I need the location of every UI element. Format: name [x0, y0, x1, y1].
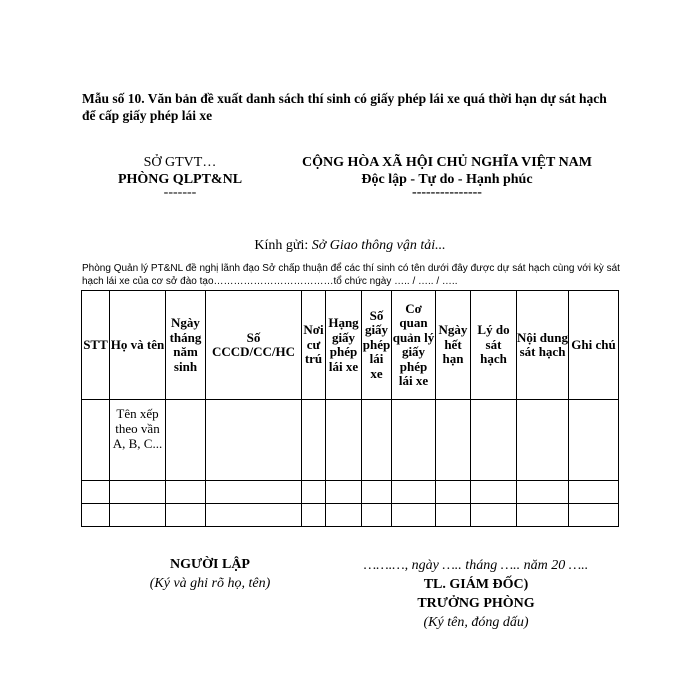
table-cell	[302, 504, 326, 527]
approver-signature-block	[345, 556, 607, 632]
table-row	[82, 400, 619, 481]
table-cell	[392, 481, 436, 504]
table-cell	[569, 504, 619, 527]
table-header-row	[82, 291, 619, 400]
national-motto: Độc lập - Tự do - Hạnh phúc	[361, 172, 533, 187]
agency-name: SỞ GTVT…	[143, 155, 217, 170]
table-cell	[392, 400, 436, 481]
table-cell	[517, 504, 569, 527]
table-row	[82, 504, 619, 527]
table-cell	[326, 481, 362, 504]
table-cell	[569, 481, 619, 504]
agency-header	[100, 154, 260, 198]
table-cell	[436, 400, 471, 481]
table-cell	[392, 504, 436, 527]
header-residence: Nơi cư trú	[302, 291, 326, 400]
header-expiry-date: Ngày hết hạn	[436, 291, 471, 400]
table-cell	[166, 400, 206, 481]
approver-role-secondary: TRƯỞNG PHÒNG	[417, 596, 535, 611]
table-cell	[166, 481, 206, 504]
table-cell	[471, 400, 517, 481]
header-license-number: Số giấy phép lái xe	[362, 291, 392, 400]
table-cell	[326, 504, 362, 527]
department-name: PHÒNG QLPT&NL	[117, 172, 243, 187]
table-cell	[436, 504, 471, 527]
table-cell	[302, 481, 326, 504]
table-cell	[82, 504, 110, 527]
header-full-name: Họ và tên	[110, 291, 166, 400]
national-header	[282, 154, 612, 198]
motto-rule: ---------------	[412, 185, 482, 200]
table-cell	[326, 400, 362, 481]
document-title: Mẫu số 10. Văn bản đề xuất danh sách thí sinh có giấy phép lái xe quá thời hạn dự sát hạch để cấp giấy phép lái xe	[82, 91, 607, 123]
table-cell	[110, 481, 166, 504]
greeting-line	[82, 238, 618, 254]
table-cell	[166, 504, 206, 527]
table-cell	[110, 504, 166, 527]
approver-note: (Ký tên, đóng dấu)	[423, 615, 529, 630]
table-cell	[82, 400, 110, 481]
header-license-class: Hạng giấy phép lái xe	[326, 291, 362, 400]
table-cell	[362, 400, 392, 481]
table-cell	[362, 504, 392, 527]
intro-paragraph: Phòng Quản lý PT&NL đề nghị lãnh đạo Sở chấp thuận để các thí sinh có tên dưới đây được dự sát hạch cùng với kỳ sát hạch lái xe của cơ sở đào tạo………………………………tổ chức ngày ….. / ….. / …..	[82, 263, 620, 287]
table-cell	[436, 481, 471, 504]
sample-name-cell: Tên xếp theo vần A, B, C...	[110, 400, 166, 481]
country-name: CỘNG HÒA XÃ HỘI CHỦ NGHĨA VIỆT NAM	[301, 155, 592, 170]
greeting-prefix: Kính gửi:	[254, 238, 309, 253]
table-cell	[302, 400, 326, 481]
table-cell	[362, 481, 392, 504]
table-cell	[82, 481, 110, 504]
table-cell	[569, 400, 619, 481]
table-cell	[471, 504, 517, 527]
candidate-table	[81, 290, 619, 527]
header-stt: STT	[82, 291, 110, 400]
table-cell	[517, 400, 569, 481]
approver-role-primary: TL. GIÁM ĐỐC)	[423, 577, 529, 592]
date-line: …….…, ngày ….. tháng ….. năm 20 …..	[363, 558, 589, 573]
preparer-signature-block	[130, 556, 290, 592]
greeting-recipient: Sở Giao thông vận tải...	[311, 238, 446, 253]
table-row	[82, 481, 619, 504]
table-cell	[471, 481, 517, 504]
table-cell	[206, 481, 302, 504]
agency-rule: -------	[163, 185, 197, 200]
table-cell	[206, 400, 302, 481]
preparer-role: NGƯỜI LẬP	[170, 557, 250, 572]
header-issuing-agency: Cơ quan quản lý giấy phép lái xe	[392, 291, 436, 400]
header-id-number: Số CCCD/CC/HC	[206, 291, 302, 400]
header-birth-date: Ngày tháng năm sinh	[166, 291, 206, 400]
header-test-content: Nội dung sát hạch	[517, 291, 569, 400]
table-cell	[517, 481, 569, 504]
header-notes: Ghi chú	[569, 291, 619, 400]
table-cell	[206, 504, 302, 527]
header-test-reason: Lý do sát hạch	[471, 291, 517, 400]
preparer-note: (Ký và ghi rõ họ, tên)	[149, 576, 271, 591]
